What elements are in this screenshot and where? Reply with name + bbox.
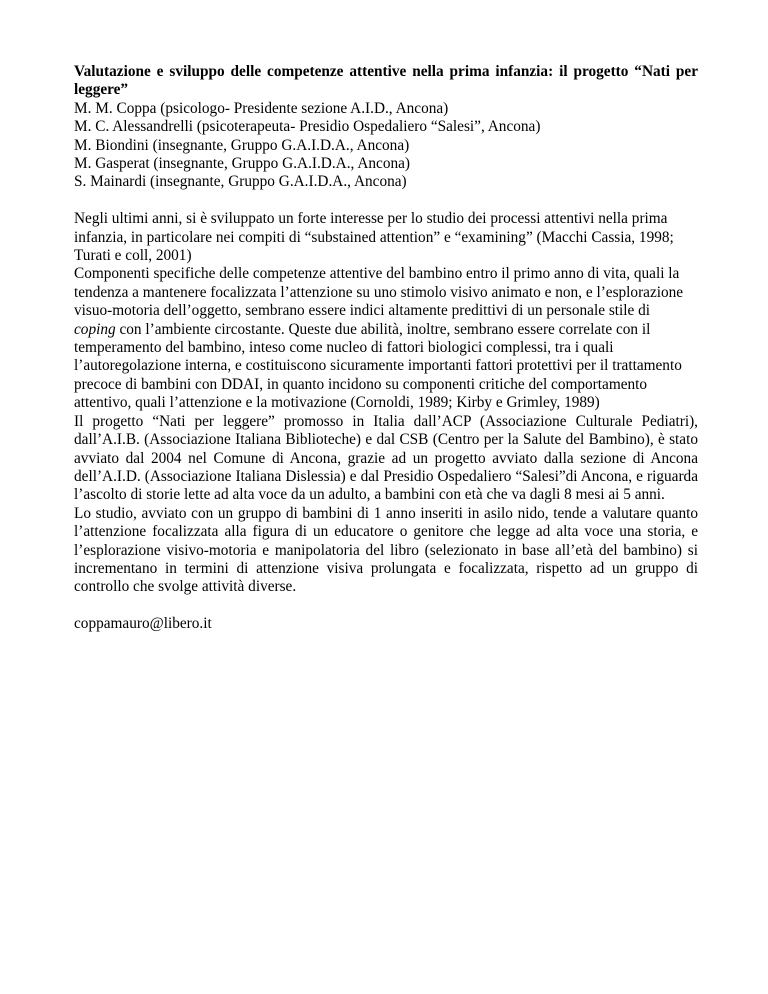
text-line: precoce di bambini con DDAI, in quanto incidono su componenti critiche del comportamento bbox=[74, 375, 648, 393]
text-line: temperamento del bambino, inteso come nucleo di fattori biologici complessi, tra i quali bbox=[74, 339, 614, 357]
paragraph-components bbox=[74, 265, 698, 412]
document-page bbox=[74, 63, 698, 634]
paragraph-study: Lo studio, avviato con un gruppo di bambini di 1 anno inseriti in asilo nido, tende a valutare quanto l’attenzione focalizzata alla figura di un educatore o genitore che legge ad alta voce una storia, e l’esplorazione visivo-motoria e manipolatoria del libro (selezionato in base all’età del bambino) si incrementano in termini di attenzione visiva prolungata e focalizzata, rispetto ad un gruppo di controllo che svolge attività diverse. bbox=[74, 504, 698, 596]
paragraph-spacer bbox=[74, 192, 698, 210]
text-line: attentivo, quali l’attenzione e la motivazione (Cornoldi, 1989; Kirby e Grimley, 1989) bbox=[74, 394, 600, 412]
paragraph-intro bbox=[74, 210, 698, 265]
author-line: S. Mainardi (insegnante, Gruppo G.A.I.D.A., Ancona) bbox=[74, 173, 407, 191]
document-title: Valutazione e sviluppo delle competenze attentive nella prima infanzia: il progetto “Nati per leggere” bbox=[74, 63, 698, 99]
author-line: M. Biondini (insegnante, Gruppo G.A.I.D.A., Ancona) bbox=[74, 136, 410, 154]
text-line: visuo-motoria dell’oggetto, sembrano essere indici altamente predittivi di un personale stile di bbox=[74, 302, 651, 320]
text-line bbox=[74, 321, 698, 339]
contact-email: coppamauro@libero.it bbox=[74, 615, 212, 633]
text-line: infanzia, in particolare nei compiti di “substained attention” e “examining” (Macchi Cassia, 1998; bbox=[74, 228, 674, 246]
text-line: tendenza a mantenere focalizzata l’attenzione su uno stimolo visivo animato e non, e l’esplorazione bbox=[74, 283, 684, 301]
text-fragment: con l’ambiente circostante. Queste due abilità, inoltre, sembrano essere correlate con il bbox=[115, 320, 651, 338]
text-line: Componenti specifiche delle competenze attentive del bambino entro il primo anno di vita, quali la bbox=[74, 265, 680, 283]
author-list bbox=[74, 100, 698, 192]
italic-term: coping bbox=[74, 320, 116, 338]
paragraph-spacer bbox=[74, 597, 698, 615]
text-line: Turati e coll, 2001) bbox=[74, 247, 192, 265]
paragraph-project: Il progetto “Nati per leggere” promosso in Italia dall’ACP (Associazione Culturale Pediatri), dall’A.I.B. (Associazione Italiana Biblioteche) e dal CSB (Centro per la Salute del Bambino), è stato avviato dal 2004 nel Comune di Ancona, grazie ad un progetto avviato dalla sezione di Ancona dell’A.I.D. (Associazione Italiana Dislessia) e dal Presidio Ospedaliero “Salesi”di Ancona, e riguarda l’ascolto di storie lette ad alta voce da un adulto, a bambini con età che va dagli 8 mesi ai 5 anni. bbox=[74, 412, 698, 504]
text-line: l’autoregolazione interna, e costituiscono sicuramente importanti fattori protettivi per il trattamento bbox=[74, 357, 682, 375]
author-line: M. M. Coppa (psicologo- Presidente sezione A.I.D., Ancona) bbox=[74, 99, 449, 117]
text-line: Negli ultimi anni, si è sviluppato un forte interesse per lo studio dei processi attentivi nella prima bbox=[74, 210, 668, 228]
author-line: M. C. Alessandrelli (psicoterapeuta- Presidio Ospedaliero “Salesi”, Ancona) bbox=[74, 118, 541, 136]
author-line: M. Gasperat (insegnante, Gruppo G.A.I.D.A., Ancona) bbox=[74, 155, 411, 173]
